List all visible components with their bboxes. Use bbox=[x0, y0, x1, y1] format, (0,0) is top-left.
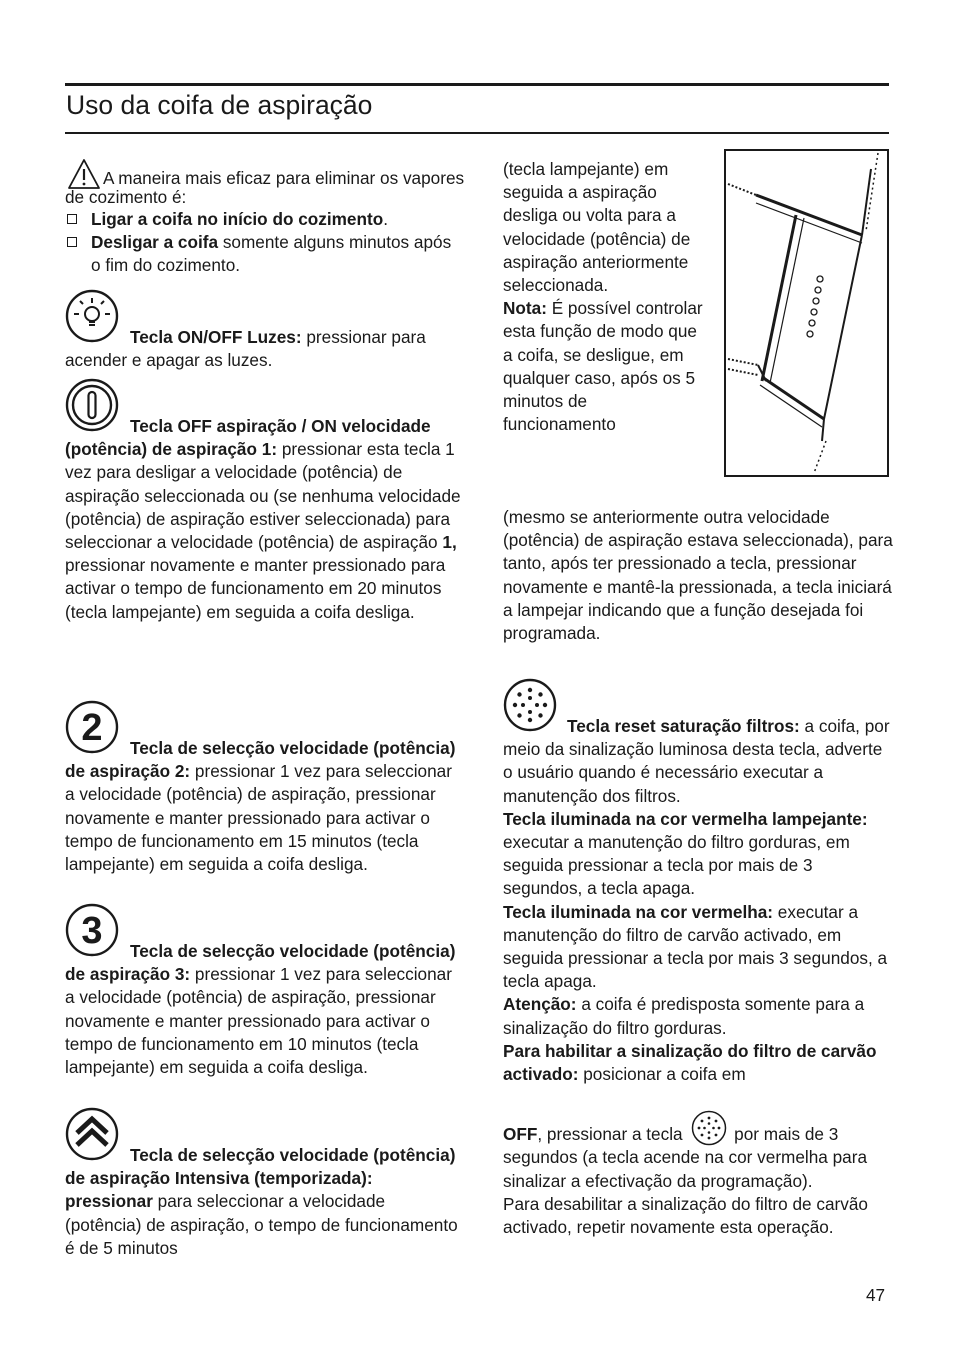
speed1-section bbox=[65, 378, 465, 624]
lights-text: Tecla ON/OFF Luzes: pressionar para acender e apagar as luzes. bbox=[65, 327, 426, 371]
speed2-section bbox=[65, 700, 465, 876]
speed2-text: Tecla de selecção velocidade (potência) de aspiração 2: pressionar 1 vez para seleccionar a velocidade (potência) de aspiração, pressionar novamente e manter pressionado para activar o tempo de funcionamento em 15 minutos (tecla lampejante) em seguida a coifa desliga. bbox=[65, 738, 456, 875]
speed3-text: Tecla de selecção velocidade (potência) de aspiração 3: pressionar 1 vez para seleccionar a velocidade (potência) de aspiração, pressionar novamente e manter pressionado para activar o tempo de funcionamento em 10 minutos (tecla lampejante) em seguida a coifa desliga. bbox=[65, 941, 456, 1078]
attention-text: Atenção: a coifa é predisposta somente para a sinalização do filtro gorduras. bbox=[503, 994, 865, 1038]
checkbox-bullet-icon bbox=[67, 237, 77, 247]
speed3-section bbox=[65, 903, 465, 1079]
title-underline bbox=[65, 132, 889, 134]
filters-text: Tecla reset saturação filtros: a coifa, por meio da sinalização luminosa desta tecla, adverte o usuário quando é necessário executar a manutenção dos filtros. bbox=[503, 716, 890, 806]
warning-triangle-icon bbox=[67, 158, 101, 190]
warning-text: A maneira mais eficaz para eliminar os vapores de cozimento é: bbox=[65, 168, 465, 207]
filter-reset-small-icon bbox=[691, 1110, 727, 1146]
right-continuation-text: (mesmo se anteriormente outra velocidade (potência) de aspiração estava seleccionada), para tanto, após ter pressionado a tecla, pressionar novamente e mantê-la pressionada, a tecla iniciará a lampejar indicando que a função desejada foi programada. bbox=[503, 507, 893, 644]
right-top-text: (tecla lampejante) em seguida a aspiração desliga ou volta para a velocidade (potência) de aspiração anteriormente seleccionada. Nota: É possível controlar esta função de modo que a coifa, se desligue, em qualquer caso, após os 5 minutos de funcionamento bbox=[503, 159, 703, 435]
enable-text: Para habilitar a sinalização do filtro de carvão activado: posicionar a coifa em bbox=[503, 1040, 877, 1085]
hood-control-panel-figure bbox=[724, 149, 889, 477]
intensive-section bbox=[65, 1107, 465, 1260]
warning-section bbox=[65, 158, 465, 278]
page-number: 47 bbox=[866, 1285, 886, 1305]
warning-list bbox=[65, 208, 465, 278]
disable-text: Para desabilitar a sinalização do filtro de carvão activado, repetir novamente esta operação. bbox=[503, 1193, 868, 1238]
intensive-text: Tecla de selecção velocidade (potência) de aspiração Intensiva (temporizada): pressionar para seleccionar a velocidade (potência) de aspiração, o tempo de funcionamento é de 5 minutos bbox=[65, 1145, 458, 1258]
filters-section bbox=[503, 678, 893, 1239]
svg-text:3: 3 bbox=[81, 910, 103, 952]
list-item: Desligar a coifa somente alguns minutos após o fim do cozimento. bbox=[65, 231, 465, 277]
page-title: Uso da coifa de aspiração bbox=[66, 90, 373, 120]
off-text: OFF, pressionar a tecla por mais de 3 segundos (a tecla acende na cor vermelha para sinalizar a efectivação da programação). bbox=[503, 1110, 893, 1193]
lights-section bbox=[65, 289, 465, 372]
list-item: Ligar a coifa no início do cozimento. bbox=[65, 208, 465, 231]
speed1-text: Tecla OFF aspiração / ON velocidade (potência) de aspiração 1: pressionar esta tecla 1 vez para desligar a velocidade (potência) de aspiração seleccionada ou (se nenhuma velocidade (potência) de aspiração estiver seleccionada) para seleccionar a velocidade (potência) de aspiração 1, pressionar novamente e manter pressionado para activar o tempo de funcionamento em 20 minutos (tecla lampejante) em seguida a coifa desliga. bbox=[65, 416, 461, 622]
hood-drawing bbox=[726, 151, 887, 475]
svg-text:2: 2 bbox=[81, 707, 103, 749]
top-rule bbox=[65, 83, 889, 86]
red-blink-text: Tecla iluminada na cor vermelha lampejante: executar a manutenção do filtro gorduras, em seguida pressionar a tecla por mais de 3 segundos, a tecla apaga. bbox=[503, 808, 868, 899]
red-text: Tecla iluminada na cor vermelha: executar a manutenção do filtro de carvão activado, em seguida pressionar a tecla por mais 3 segundos, a tecla apaga. bbox=[503, 901, 888, 992]
checkbox-bullet-icon bbox=[67, 214, 77, 224]
